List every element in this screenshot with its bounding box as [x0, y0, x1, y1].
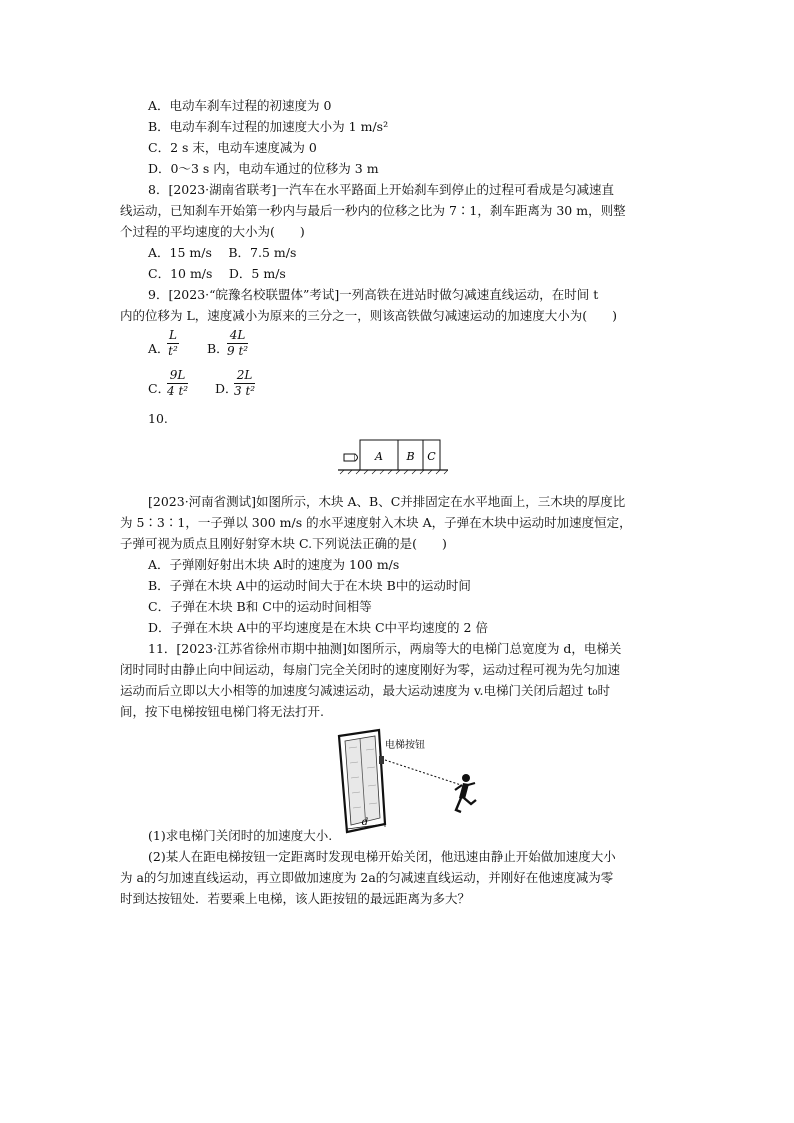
q10-option-c: C．子弹在木块 B和 C中的运动时间相等 [148, 599, 372, 614]
block-b-label: B [406, 450, 415, 463]
q9-option-b-denominator: 9 t² [227, 344, 249, 358]
q11-subquestion-2-line3: 时到达按钮处．若要乘上电梯，该人距按钮的最远距离为多大？ [120, 891, 471, 906]
q10-stem-line1: [2023·河南省测试]如图所示，木块 A、B、C并排固定在水平地面上，三木块的厚度比 [148, 494, 626, 509]
q7-option-b: B．电动车刹车过程的加速度大小为 1 m/s² [148, 119, 389, 134]
q10-stem-line3: 子弹可视为质点且刚好射穿木块 C.下列说法正确的是( ) [120, 536, 447, 551]
q9-option-b-label: B． [207, 341, 229, 356]
q8-stem-line2: 线运动，已知刹车开始第一秒内与最后一秒内的位移之比为 7∶1，刹车距离为 30 m，则整 [120, 203, 626, 218]
q9-option-a-label: A． [148, 341, 170, 356]
q9-option-a-numerator: L [169, 328, 177, 342]
q9-option-c-label: C． [148, 381, 171, 396]
q9-option-d-denominator: 3 t² [234, 384, 256, 398]
ground-hatching [340, 470, 448, 474]
q7-option-d: D．0～3 s 内，电动车通过的位移为 3 m [148, 161, 379, 176]
q10-option-b: B．子弹在木块 A中的运动时间大于在木块 B中的运动时间 [148, 578, 471, 593]
q10-number: 10. [148, 411, 168, 426]
q9-option-c-denominator: 4 t² [167, 384, 189, 398]
q9-stem-line2: 内的位移为 L，速度减小为原来的三分之一，则该高铁做匀减速运动的加速度大小为( ) [120, 308, 618, 323]
q7-option-c: C．2 s 末，电动车速度减为 0 [148, 140, 317, 155]
q9-option-c-fraction [167, 368, 188, 399]
q11-subquestion-2-line1: (2)某人在距电梯按钮一定距离时发现电梯开始关闭，他迅速由静止开始做加速度大小 [148, 849, 616, 864]
q8-stem-line1: 8．[2023·湖南省联考]一汽车在水平路面上开始刹车到停止的过程可看成是匀减速直 [148, 182, 614, 197]
block-a-label: A [375, 450, 383, 463]
q11-stem-line4: 间，按下电梯按钮电梯门将无法打开. [120, 704, 324, 719]
q9-option-a-fraction [167, 328, 179, 359]
bullet-icon [344, 454, 358, 461]
q11-elevator-figure [335, 728, 495, 834]
width-d-label: d [361, 817, 369, 828]
q8-options-cd: C．10 m/s D．5 m/s [148, 266, 286, 281]
q9-stem-line1: 9．[2023·“皖豫名校联盟体”考试]一列高铁在进站时做匀减速直线运动，在时间 t [148, 287, 599, 302]
q11-subquestion-2-line2: 为 a的匀加速直线运动，再立即做加速度为 2a的匀减速直线运动，并刚好在他速度减为零 [120, 870, 614, 885]
q9-option-b-numerator: 4L [227, 328, 248, 344]
q11-stem-line1: 11．[2023·江苏省徐州市期中抽测]如图所示，两扇等大的电梯门总宽度为 d，电梯关 [148, 641, 622, 656]
q9-option-c-numerator: 9L [167, 368, 188, 384]
q9-option-d-numerator: 2L [234, 368, 255, 384]
q11-subquestion-1: (1)求电梯门关闭时的加速度大小. [148, 828, 333, 843]
q8-stem-line3: 个过程的平均速度的大小为( ) [120, 224, 305, 239]
q7-option-a: A．电动车刹车过程的初速度为 0 [148, 98, 332, 113]
q10-blocks-figure [338, 436, 448, 476]
running-person-icon [455, 774, 476, 812]
q10-stem-line2: 为 5∶3∶1，一子弹以 300 m/s 的水平速度射入木块 A，子弹在木块中运动时加速度恒定， [120, 515, 632, 530]
q10-option-a: A．子弹刚好射出木块 A时的速度为 100 m/s [148, 557, 400, 572]
q8-options-ab: A．15 m/s B．7.5 m/s [148, 245, 297, 260]
q9-option-b-fraction [227, 328, 248, 359]
distance-dotted-line [385, 760, 461, 785]
block-c-label: C [427, 450, 436, 463]
elevator-button-label: 电梯按钮 [385, 740, 425, 751]
q9-option-d-fraction [234, 368, 255, 399]
q11-stem-line3: 运动而后立即以大小相等的加速度匀减速运动，最大运动速度为 v.电梯门关闭后超过 t₀时 [120, 683, 611, 698]
q9-option-d-label: D． [215, 381, 238, 396]
q10-option-d: D．子弹在木块 A中的平均速度是在木块 C中平均速度的 2 倍 [148, 620, 488, 635]
q9-option-a-denominator: t² [168, 344, 178, 358]
q11-stem-line2: 闭时同时由静止向中间运动，每扇门完全关闭时的速度刚好为零，运动过程可视为先匀加速 [120, 662, 621, 677]
